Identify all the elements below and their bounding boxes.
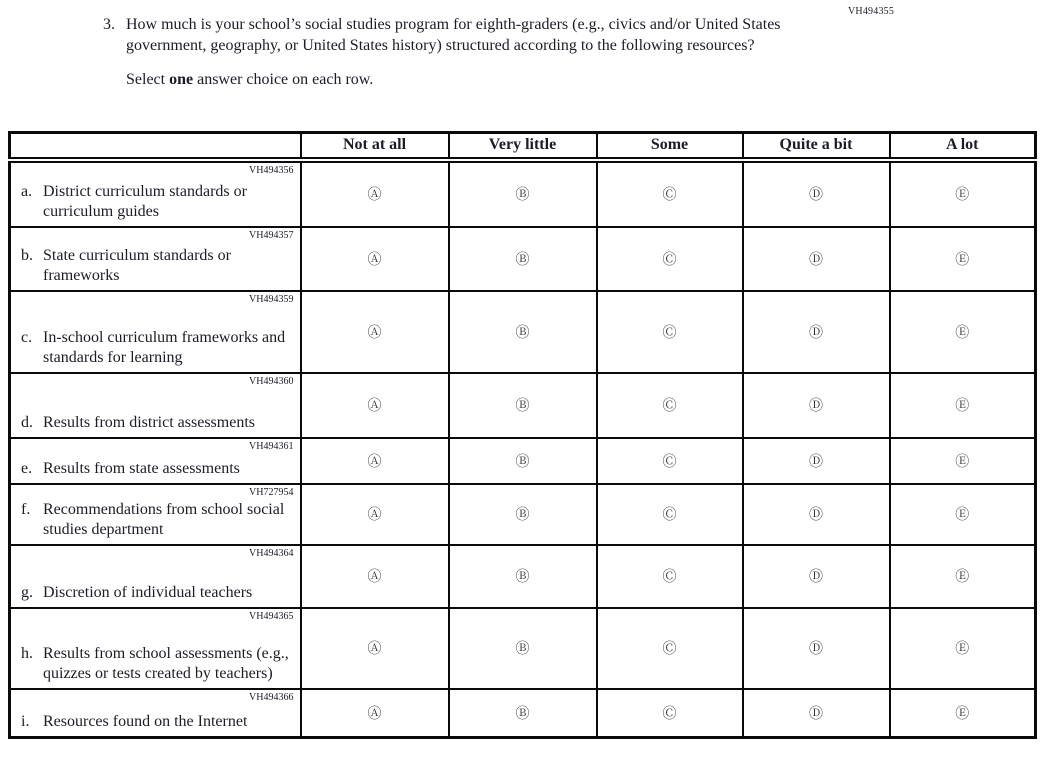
- answer-bubble-b[interactable]: Ⓑ: [449, 227, 597, 291]
- answer-bubble-d[interactable]: Ⓓ: [743, 438, 890, 484]
- answer-bubble-d[interactable]: Ⓓ: [743, 227, 890, 291]
- answer-bubble-a[interactable]: Ⓐ: [301, 160, 449, 227]
- matrix-row-i: [10, 689, 1036, 738]
- question-number: 3.: [103, 16, 115, 33]
- answer-bubble-a[interactable]: Ⓐ: [301, 689, 449, 738]
- matrix-row-c: [10, 291, 1036, 373]
- row-label-cell: [10, 291, 301, 373]
- answer-bubble-d[interactable]: Ⓓ: [743, 608, 890, 689]
- item-label: Results from school assessments (e.g., quizzes or tests created by teachers): [43, 644, 289, 682]
- answer-bubble-d[interactable]: Ⓓ: [743, 484, 890, 545]
- answer-bubble-c[interactable]: Ⓒ: [597, 373, 743, 438]
- answer-bubble-c[interactable]: Ⓒ: [597, 689, 743, 738]
- matrix-row-g: [10, 545, 1036, 608]
- item-code: VH494365: [249, 610, 294, 622]
- answer-bubble-a[interactable]: Ⓐ: [301, 373, 449, 438]
- item-letter: e.: [21, 459, 33, 477]
- answer-bubble-c[interactable]: Ⓒ: [597, 608, 743, 689]
- item-label: Discretion of individual teachers: [43, 583, 253, 601]
- answer-bubble-b[interactable]: Ⓑ: [449, 373, 597, 438]
- answer-bubble-d[interactable]: Ⓓ: [743, 291, 890, 373]
- row-label-cell: [10, 545, 301, 608]
- matrix-header-row: [10, 133, 1036, 160]
- item-letter: b.: [21, 246, 33, 264]
- answer-bubble-b[interactable]: Ⓑ: [449, 689, 597, 738]
- answer-bubble-a[interactable]: Ⓐ: [301, 227, 449, 291]
- item-code: VH494359: [249, 293, 294, 305]
- answer-bubble-b[interactable]: Ⓑ: [449, 545, 597, 608]
- item-label: In-school curriculum frameworks and standards for learning: [43, 328, 286, 366]
- answer-bubble-e[interactable]: Ⓔ: [890, 291, 1036, 373]
- item-code: VH494357: [249, 229, 294, 241]
- answer-bubble-e[interactable]: Ⓔ: [890, 545, 1036, 608]
- item-letter: h.: [21, 644, 33, 662]
- answer-bubble-d[interactable]: Ⓓ: [743, 545, 890, 608]
- answer-bubble-c[interactable]: Ⓒ: [597, 160, 743, 227]
- answer-bubble-a[interactable]: Ⓐ: [301, 291, 449, 373]
- item-code: VH494366: [249, 691, 294, 703]
- question-text: How much is your school’s social studies program for eighth-graders (e.g., civics and/or United States government, geography, or United States history) structured according to the following resources?: [126, 16, 781, 54]
- answer-bubble-a[interactable]: Ⓐ: [301, 608, 449, 689]
- instruction-bold-word: one: [169, 71, 194, 88]
- instruction-prefix: Select: [126, 71, 170, 88]
- answer-bubble-e[interactable]: Ⓔ: [890, 689, 1036, 738]
- row-label-cell: [10, 438, 301, 484]
- item-label: State curriculum standards or frameworks: [43, 246, 231, 284]
- row-label-cell: [10, 227, 301, 291]
- row-label-cell: [10, 689, 301, 738]
- answer-bubble-e[interactable]: Ⓔ: [890, 227, 1036, 291]
- item-letter: f.: [21, 500, 31, 518]
- response-matrix: [8, 131, 1037, 739]
- answer-bubble-c[interactable]: Ⓒ: [597, 545, 743, 608]
- item-code: VH494356: [249, 164, 294, 176]
- answer-bubble-b[interactable]: Ⓑ: [449, 484, 597, 545]
- header-very-little: Very little: [449, 133, 597, 160]
- item-code: VH494360: [249, 375, 294, 387]
- answer-bubble-c[interactable]: Ⓒ: [597, 227, 743, 291]
- answer-bubble-e[interactable]: Ⓔ: [890, 373, 1036, 438]
- item-letter: i.: [21, 712, 30, 730]
- answer-bubble-e[interactable]: Ⓔ: [890, 608, 1036, 689]
- item-label: Results from district assessments: [43, 413, 255, 431]
- row-label-cell: [10, 484, 301, 545]
- matrix-row-e: [10, 438, 1036, 484]
- matrix-row-d: [10, 373, 1036, 438]
- item-label: Results from state assessments: [43, 459, 240, 477]
- answer-bubble-b[interactable]: Ⓑ: [449, 608, 597, 689]
- question-block: [103, 14, 823, 90]
- item-label: Recommendations from school social studies department: [43, 500, 285, 538]
- answer-bubble-b[interactable]: Ⓑ: [449, 438, 597, 484]
- matrix-row-a: [10, 160, 1036, 227]
- item-code: VH494364: [249, 547, 294, 559]
- answer-bubble-e[interactable]: Ⓔ: [890, 484, 1036, 545]
- answer-bubble-a[interactable]: Ⓐ: [301, 545, 449, 608]
- item-letter: a.: [21, 182, 33, 200]
- answer-bubble-c[interactable]: Ⓒ: [597, 484, 743, 545]
- answer-bubble-a[interactable]: Ⓐ: [301, 484, 449, 545]
- row-label-cell: [10, 608, 301, 689]
- item-label: District curriculum standards or curriculum guides: [43, 182, 247, 220]
- header-empty-cell: [10, 133, 301, 160]
- item-letter: c.: [21, 328, 33, 346]
- answer-bubble-e[interactable]: Ⓔ: [890, 160, 1036, 227]
- row-label-cell: [10, 373, 301, 438]
- header-quite-a-bit: Quite a bit: [743, 133, 890, 160]
- answer-bubble-c[interactable]: Ⓒ: [597, 291, 743, 373]
- item-label: Resources found on the Internet: [43, 712, 248, 730]
- answer-bubble-a[interactable]: Ⓐ: [301, 438, 449, 484]
- instruction-text: [126, 69, 823, 90]
- answer-bubble-d[interactable]: Ⓓ: [743, 373, 890, 438]
- answer-bubble-d[interactable]: Ⓓ: [743, 160, 890, 227]
- answer-bubble-c[interactable]: Ⓒ: [597, 438, 743, 484]
- header-not-at-all: Not at all: [301, 133, 449, 160]
- answer-bubble-e[interactable]: Ⓔ: [890, 438, 1036, 484]
- matrix-row-f: [10, 484, 1036, 545]
- answer-bubble-b[interactable]: Ⓑ: [449, 160, 597, 227]
- item-code: VH494361: [249, 440, 294, 452]
- header-some: Some: [597, 133, 743, 160]
- question-code: VH494355: [848, 6, 895, 17]
- header-a-lot: A lot: [890, 133, 1036, 160]
- instruction-suffix: answer choice on each row.: [193, 71, 374, 88]
- item-letter: d.: [21, 413, 33, 431]
- item-code: VH727954: [249, 486, 294, 498]
- answer-bubble-d[interactable]: Ⓓ: [743, 689, 890, 738]
- item-letter: g.: [21, 583, 33, 601]
- matrix-row-b: [10, 227, 1036, 291]
- row-label-cell: [10, 160, 301, 227]
- matrix-row-h: [10, 608, 1036, 689]
- answer-bubble-b[interactable]: Ⓑ: [449, 291, 597, 373]
